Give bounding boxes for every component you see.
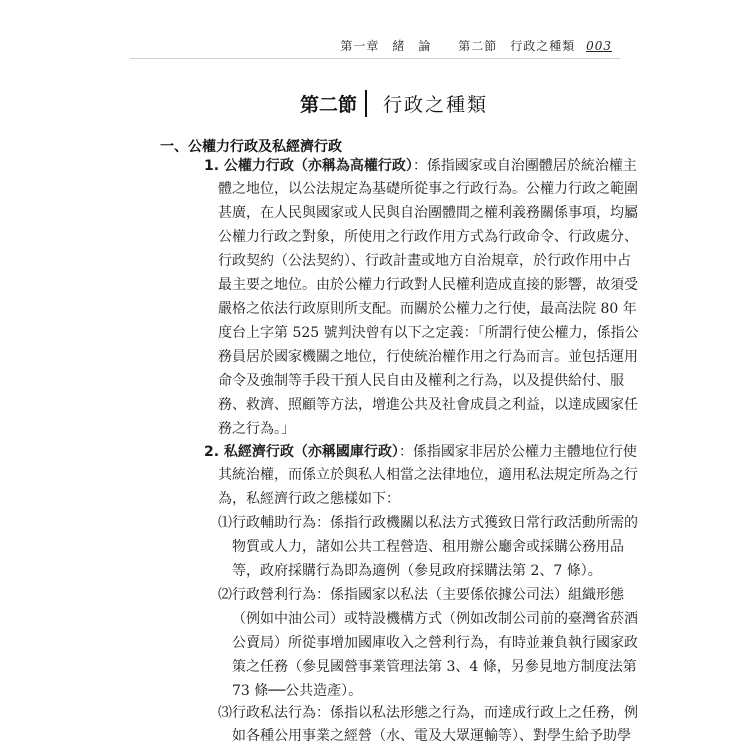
section-title — [300, 90, 488, 117]
item1-label: 1. 公權力行政（亦稱為高權行政） — [204, 158, 413, 174]
section-number: 第二節 — [300, 90, 367, 117]
running-header-chapter: 第一章 緒 論 — [340, 39, 432, 53]
paragraph-line: 體之地位，以公法規定為基礎所從事之行政行為。公權力行政之範圍 — [218, 181, 638, 197]
paragraph-line: 如各種公用事業之經營（水、電及大眾運輸等）、對學生給予助學 — [232, 728, 631, 744]
paragraph-line: ：係指國家或自治團體居於統治權主 — [412, 158, 637, 174]
header-rule — [130, 58, 620, 59]
paragraph-line: 行政契約（公法契約）、行政計畫或地方自治規章，於行政作用中占 — [218, 253, 631, 269]
item2-label: 2. 私經濟行政（亦稱國庫行政） — [204, 444, 399, 460]
paragraph-line: 為，私經濟行政之態樣如下： — [218, 491, 400, 507]
paragraph-line: ⑵行政營利行為：係指國家以私法（主要係依據公司法）組織形態 — [218, 587, 624, 603]
paragraph-line: ⑴行政輔助行為：係指行政機關以私法方式獲致日常行政活動所需的 — [218, 515, 638, 531]
paragraph-line: 其統治權，而係立於與私人相當之法律地位，適用私法規定所為之行 — [218, 467, 638, 483]
paragraph-line: 公權力行政之對象，所使用之行政作用方式為行政命令、行政處分、 — [218, 229, 638, 245]
paragraph-line: （例如中油公司）或特設機構方式（例如改制公司前的臺灣省菸酒 — [232, 611, 638, 627]
page-number: 003 — [586, 39, 612, 53]
paragraph-line: 公賣局）所從事增加國庫收入之營利行為，有時並兼負執行國家政 — [232, 635, 638, 651]
paragraph-line: ⑶行政私法行為：係指以私法形態之行為，而達成行政上之任務，例 — [218, 705, 638, 721]
subsection-heading: 一、公權力行政及私經濟行政 — [160, 139, 342, 155]
running-header-section: 第二節 行政之種類 — [458, 39, 576, 53]
paragraph-line: 度台上字第 525 號判決曾有以下之定義：「所謂行使公權力，係指公 — [218, 325, 639, 341]
item1-first-line — [204, 159, 637, 173]
paragraph-line: 務員居於國家機關之地位，行使統治權作用之行為而言。並包括運用 — [218, 349, 638, 365]
item2-first-line — [204, 445, 637, 459]
paragraph-line: 等，政府採購行為即為適例（參見政府採購法第 2、7 條）。 — [232, 563, 602, 579]
paragraph-line: 命令及強制等手段干預人民自由及權利之行為，以及提供給付、服 — [218, 373, 624, 389]
paragraph-line: 策之任務（參見國營事業管理法第 3、4 條，另參見地方制度法第 — [232, 659, 637, 675]
paragraph-line: 最主要之地位。由於公權力行政對人民權利造成直接的影響，故須受 — [218, 277, 638, 293]
paragraph-line: 73 條──公共造產）。 — [232, 683, 363, 699]
paragraph-line: 嚴格之依法行政原則所支配。而關於公權力之行使，最高法院 80 年 — [218, 301, 637, 317]
section-name: 行政之種類 — [383, 94, 489, 116]
paragraph-line: 甚廣，在人民與國家或人民與自治團體間之權利義務關係事項，均屬 — [218, 205, 638, 221]
paragraph-line: 務之行為。」 — [218, 421, 295, 437]
paragraph-line: 物質或人力，諸如公共工程營造、租用辦公廳舍或採購公務用品 — [232, 539, 624, 555]
paragraph-line: 務、救濟、照顧等方法，增進公共及社會成員之利益，以達成國家任 — [218, 397, 638, 413]
running-header — [340, 37, 612, 54]
paragraph-line: ：係指國家非居於公權力主體地位行使 — [398, 444, 637, 460]
